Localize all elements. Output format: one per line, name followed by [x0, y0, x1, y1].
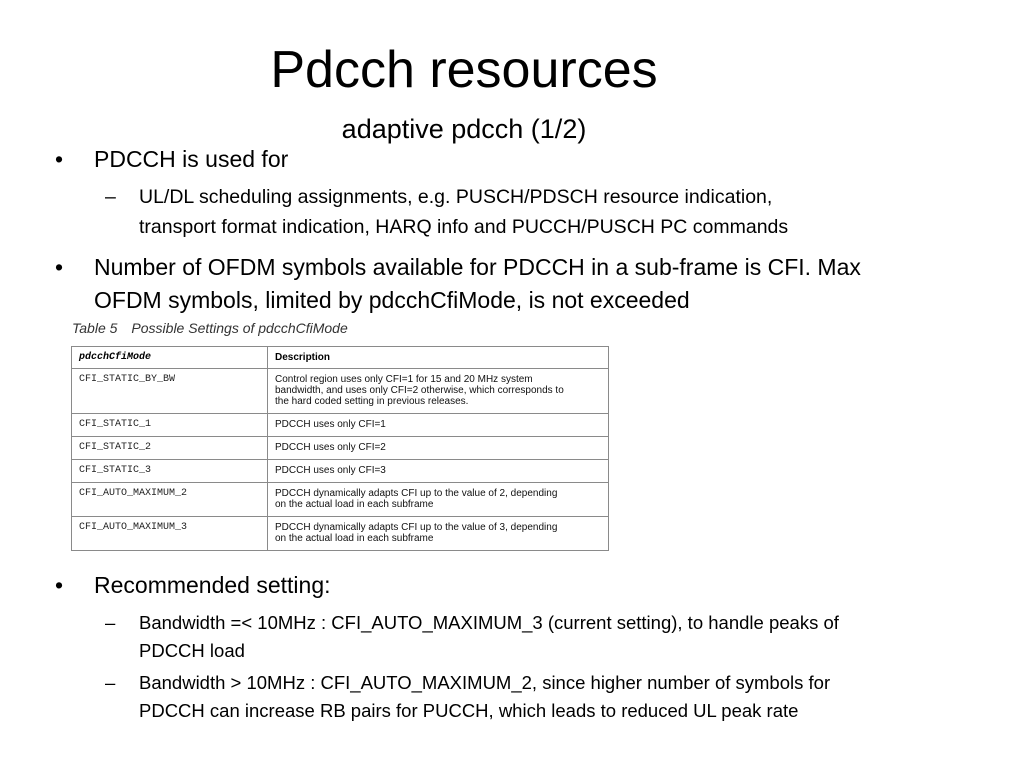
- table-row: [72, 414, 609, 437]
- bullet-mark: •: [55, 254, 64, 280]
- table-row: [72, 437, 609, 460]
- sub-bullet-line: PDCCH can increase RB pairs for PUCCH, which leads to reduced UL peak rate: [139, 700, 799, 721]
- table-header-row: [72, 347, 609, 369]
- table-cell-mode: CFI_STATIC_BY_BW: [72, 369, 268, 414]
- slide-subtitle: adaptive pdcch (1/2): [341, 114, 587, 144]
- table-caption-text: Possible Settings of pdcchCfiMode: [131, 320, 348, 336]
- table-cell-mode: CFI_STATIC_3: [72, 460, 268, 483]
- sub-bullet-line: Bandwidth =< 10MHz : CFI_AUTO_MAXIMUM_3 (current setting), to handle peaks of: [139, 612, 839, 633]
- table-row: [72, 369, 609, 414]
- description-line: on the actual load in each subframe: [275, 533, 434, 544]
- bullet-mark: •: [55, 146, 64, 172]
- dash-mark: –: [105, 186, 116, 208]
- description-line: the hard coded setting in previous releases.: [275, 396, 469, 407]
- description-line: Control region uses only CFI=1 for 15 and 20 MHz system: [275, 374, 533, 385]
- table-row: [72, 517, 609, 551]
- sub-bullet-line: transport format indication, HARQ info and PUCCH/PUSCH PC commands: [139, 216, 789, 238]
- sub-bullet-line: Bandwidth > 10MHz : CFI_AUTO_MAXIMUM_2, since higher number of symbols for: [139, 672, 831, 693]
- sub-bullet-bandwidth-gt-10: [105, 669, 831, 725]
- dash-mark: –: [105, 672, 116, 693]
- table-caption-number: Table 5: [72, 320, 118, 336]
- table-cell-description: PDCCH uses only CFI=2: [268, 437, 609, 460]
- dash-mark: –: [105, 612, 116, 633]
- table-cell-mode: CFI_STATIC_1: [72, 414, 268, 437]
- bullet-recommended-setting: [55, 569, 331, 602]
- bullet-text: PDCCH is used for: [94, 146, 289, 172]
- bullet-line: Number of OFDM symbols available for PDCCH in a sub-frame is CFI. Max: [94, 254, 861, 280]
- sub-bullet-scheduling: [105, 182, 789, 242]
- table-cell-mode: CFI_AUTO_MAXIMUM_3: [72, 517, 268, 551]
- table-row: [72, 483, 609, 517]
- pdcch-cfi-mode-table: [71, 346, 609, 551]
- description-line: PDCCH dynamically adapts CFI up to the value of 3, depending: [275, 522, 558, 533]
- bullet-line: OFDM symbols, limited by pdcchCfiMode, is not exceeded: [94, 287, 690, 313]
- table-cell-description: [268, 483, 609, 517]
- table-cell-description: PDCCH uses only CFI=3: [268, 460, 609, 483]
- bullet-pdcch-used-for: [55, 143, 289, 176]
- description-line: on the actual load in each subframe: [275, 499, 434, 510]
- table-cell-mode: CFI_STATIC_2: [72, 437, 268, 460]
- table-cell-description: PDCCH uses only CFI=1: [268, 414, 609, 437]
- table-caption: [72, 320, 348, 336]
- table-cell-description: [268, 517, 609, 551]
- bullet-ofdm-symbols: [55, 251, 861, 317]
- sub-bullet-line: PDCCH load: [139, 640, 245, 661]
- bullet-mark: •: [55, 572, 64, 598]
- sub-bullet-bandwidth-le-10: [105, 609, 839, 665]
- sub-bullet-line: UL/DL scheduling assignments, e.g. PUSCH/PDSCH resource indication,: [139, 186, 773, 208]
- table-cell-mode: CFI_AUTO_MAXIMUM_2: [72, 483, 268, 517]
- description-line: PDCCH dynamically adapts CFI up to the value of 2, depending: [275, 488, 558, 499]
- table-header-mode: pdcchCfiMode: [72, 347, 268, 369]
- table-header-description: Description: [268, 347, 609, 369]
- table-cell-description: [268, 369, 609, 414]
- description-line: bandwidth, and uses only CFI=2 otherwise, which corresponds to: [275, 385, 564, 396]
- table-row: [72, 460, 609, 483]
- bullet-text: Recommended setting:: [94, 572, 331, 598]
- slide-title: Pdcch resources: [270, 41, 658, 99]
